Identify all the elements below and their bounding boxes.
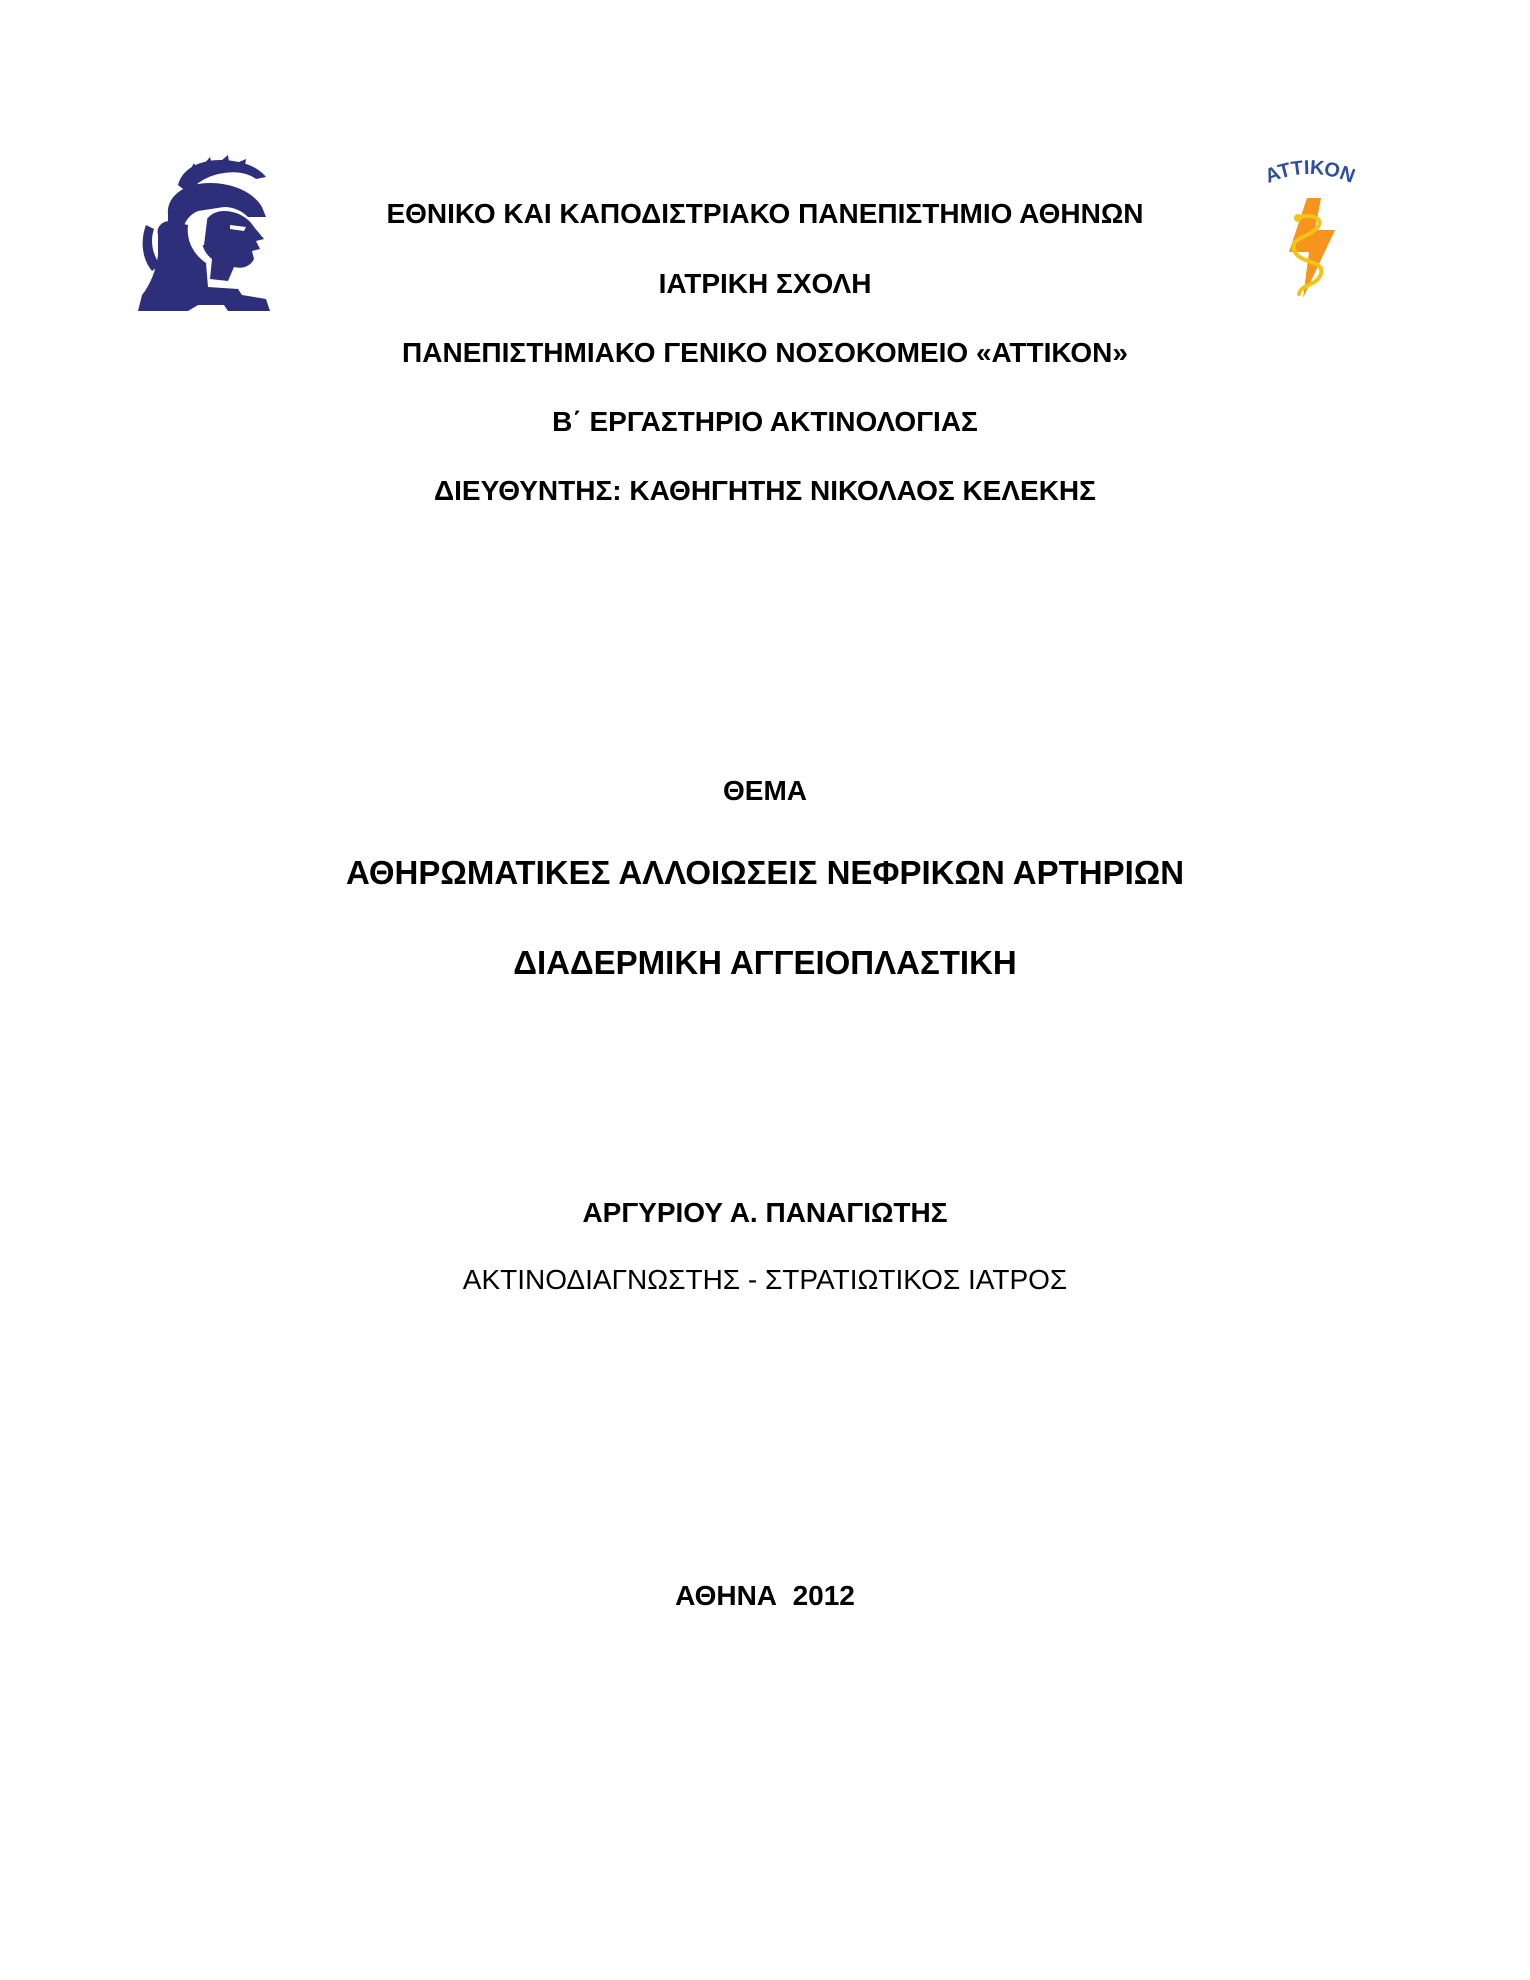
- topic-label: ΘΕΜΑ: [723, 775, 807, 806]
- topic-title-line1: ΑΘΗΡΩΜΑΤΙΚΕΣ ΑΛΛΟΙΩΣΕΙΣ ΝΕΦΡΙΚΩΝ ΑΡΤΗΡΙΩΝ: [345, 854, 1185, 891]
- director-line: ΔΙΕΥΘΥΝΤΗΣ: ΚΑΘΗΓΗΤΗΣ ΝΙΚΟΛΑΟΣ ΚΕΛΕΚΗΣ: [434, 475, 1096, 506]
- department-name: Β΄ ΕΡΓΑΣΤΗΡΙΟ ΑΚΤΙΝΟΛΟΓΙΑΣ: [552, 406, 978, 437]
- attikon-logo-text: ΑΤΤΙΚΟΝ: [1262, 160, 1358, 188]
- topic-title-line2: ΔΙΑΔΕΡΜΙΚΗ ΑΓΓΕΙΟΠΛΑΣΤΙΚΗ: [513, 944, 1017, 981]
- place-year: ΑΘΗΝΑ 2012: [675, 1580, 855, 1611]
- author-role: ΑΚΤΙΝΟΔΙΑΓΝΩΣΤΗΣ - ΣΤΡΑΤΙΩΤΙΚΟΣ ΙΑΤΡΟΣ: [462, 1264, 1068, 1295]
- school-name: ΙΑΤΡΙΚΗ ΣΧΟΛΗ: [658, 268, 872, 299]
- university-name: ΕΘΝΙΚΟ ΚΑΙ ΚΑΠΟΔΙΣΤΡΙΑΚΟ ΠΑΝΕΠΙΣΤΗΜΙΟ ΑΘΗΝΩΝ: [386, 198, 1144, 229]
- author-name: ΑΡΓΥΡΙΟΥ Α. ΠΑΝΑΓΙΩΤΗΣ: [582, 1197, 948, 1228]
- hospital-name: ΠΑΝΕΠΙΣΤΗΜΙΑΚΟ ΓΕΝΙΚΟ ΝΟΣΟΚΟΜΕΙΟ «ΑΤΤΙΚΟΝ»: [402, 337, 1128, 368]
